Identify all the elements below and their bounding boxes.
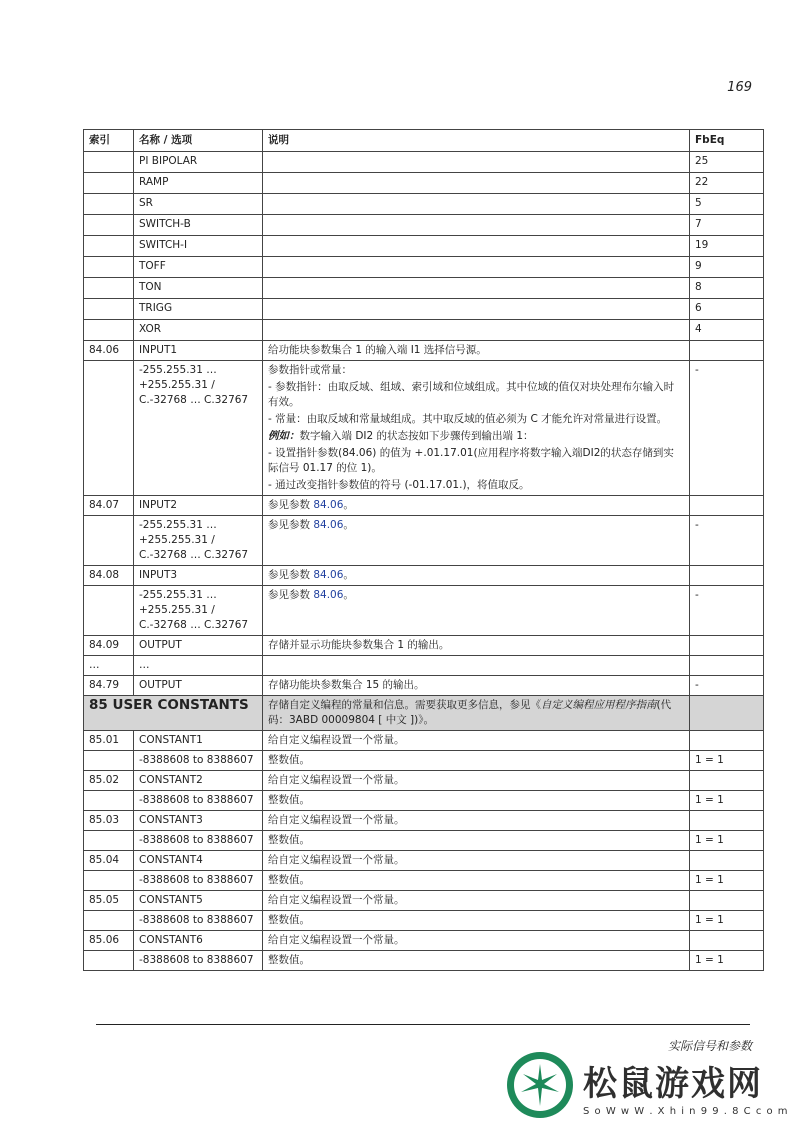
group-description: 存储自定义编程的常量和信息。需要获取更多信息，参见《自定义编程应用程序指南(代码：3ABD 00009804 [ 中文 ])》。 (263, 696, 690, 731)
detail-line: - 通过改变指针参数值的符号 (-01.17.01.)，将值取反。 (268, 479, 530, 491)
detail-line: 参数指针或常量： (268, 364, 352, 376)
option-name: SR (134, 194, 263, 215)
watermark (505, 1048, 790, 1128)
param-link[interactable]: 84.06 (313, 569, 344, 581)
param-description: 给自定义编程设置一个常量。 (263, 811, 690, 831)
param-fbeq: - (690, 361, 764, 496)
table-row (84, 341, 764, 361)
table-row (84, 215, 764, 236)
table-row (84, 911, 764, 931)
param-description: 参见参数 84.06。 (263, 496, 690, 516)
detail-line: - 设置指针参数(84.06) 的值为 +.01.17.01(应用程序将数字输入端DI2的状态存储到实际信号 01.17 的位 1)。 (268, 447, 674, 474)
param-range: -255.255.31 … +255.255.31 / C.-32768 … C.32767 (134, 586, 263, 636)
table-row (84, 257, 764, 278)
param-name: OUTPUT (134, 676, 263, 696)
table-row (84, 831, 764, 851)
table-row (84, 771, 764, 791)
option-name: PI BIPOLAR (134, 152, 263, 173)
table-row (84, 851, 764, 871)
parameter-table (83, 129, 764, 971)
table-row (84, 152, 764, 173)
footer-divider (96, 1024, 750, 1025)
param-index: 85.03 (84, 811, 134, 831)
param-range: -8388608 to 8388607 (134, 831, 263, 851)
param-detail: 整数值。 (263, 831, 690, 851)
table-row (84, 194, 764, 215)
table-row (84, 811, 764, 831)
param-description: 给自定义编程设置一个常量。 (263, 851, 690, 871)
param-detail: 参见参数 84.06。 (263, 516, 690, 566)
param-description: 给自定义编程设置一个常量。 (263, 931, 690, 951)
param-fbeq: 1 = 1 (690, 951, 764, 971)
example-label: 例如： (268, 430, 300, 442)
param-fbeq: - (690, 586, 764, 636)
param-link[interactable]: 84.06 (313, 519, 344, 531)
param-name: CONSTANT2 (134, 771, 263, 791)
table-row (84, 516, 764, 566)
watermark-logo-icon (505, 1050, 575, 1120)
param-range: -8388608 to 8388607 (134, 791, 263, 811)
param-index: 85.02 (84, 771, 134, 791)
param-name: INPUT1 (134, 341, 263, 361)
param-range: -8388608 to 8388607 (134, 911, 263, 931)
param-description: 给自定义编程设置一个常量。 (263, 891, 690, 911)
table-row (84, 278, 764, 299)
param-name: OUTPUT (134, 636, 263, 656)
param-detail: 整数值。 (263, 871, 690, 891)
page-number: 169 (727, 80, 752, 95)
param-index: 84.07 (84, 496, 134, 516)
param-detail: 整数值。 (263, 751, 690, 771)
param-index: 85.04 (84, 851, 134, 871)
param-fbeq: 1 = 1 (690, 791, 764, 811)
param-fbeq: 1 = 1 (690, 871, 764, 891)
param-name: INPUT2 (134, 496, 263, 516)
watermark-text: 松鼠游戏网 (583, 1064, 763, 1104)
param-name: CONSTANT6 (134, 931, 263, 951)
param-range: -8388608 to 8388607 (134, 951, 263, 971)
option-fbeq: 8 (690, 278, 764, 299)
table-row (84, 931, 764, 951)
table-row (84, 676, 764, 696)
option-fbeq: 19 (690, 236, 764, 257)
watermark-url: S o W w W . X h i n 9 9 . 8 C c o m (583, 1106, 789, 1117)
option-fbeq: 22 (690, 173, 764, 194)
table-row (84, 731, 764, 751)
param-detail: 整数值。 (263, 791, 690, 811)
param-detail: 参见参数 84.06。 (263, 586, 690, 636)
param-range: -8388608 to 8388607 (134, 751, 263, 771)
option-fbeq: 9 (690, 257, 764, 278)
table-row (84, 586, 764, 636)
table-row (84, 751, 764, 771)
table-row (84, 656, 764, 676)
param-fbeq: - (690, 516, 764, 566)
param-description: 参见参数 84.06。 (263, 566, 690, 586)
param-name: CONSTANT4 (134, 851, 263, 871)
param-index: 84.09 (84, 636, 134, 656)
param-range: -8388608 to 8388607 (134, 871, 263, 891)
detail-line: - 参数指针：由取反域、组域、索引域和位域组成。其中位域的值仅对块处理布尔输入时有效。 (268, 381, 675, 408)
param-description: 给功能块参数集合 1 的输入端 I1 选择信号源。 (263, 341, 690, 361)
table-row (84, 299, 764, 320)
ellipsis-name: … (134, 656, 263, 676)
footer-section-title: 实际信号和参数 (667, 1039, 752, 1053)
table-row (84, 891, 764, 911)
table-row (84, 496, 764, 516)
option-name: XOR (134, 320, 263, 341)
param-fbeq: 1 = 1 (690, 831, 764, 851)
param-detail: 整数值。 (263, 951, 690, 971)
param-index: 84.08 (84, 566, 134, 586)
param-index: 84.79 (84, 676, 134, 696)
option-name: TON (134, 278, 263, 299)
example-text: 数字输入端 DI2 的状态按如下步骤传到输出端 1： (299, 430, 534, 442)
param-detail (263, 361, 690, 496)
param-range: -255.255.31 … +255.255.31 / C.-32768 … C.32767 (134, 361, 263, 496)
header-fbeq: FbEq (690, 130, 764, 152)
table-row (84, 951, 764, 971)
param-description: 存储并显示功能块参数集合 1 的输出。 (263, 636, 690, 656)
option-name: TRIGG (134, 299, 263, 320)
table-row (84, 361, 764, 496)
option-fbeq: 25 (690, 152, 764, 173)
param-range: -255.255.31 … +255.255.31 / C.-32768 … C.32767 (134, 516, 263, 566)
ellipsis-index: … (84, 656, 134, 676)
param-description: 给自定义编程设置一个常量。 (263, 731, 690, 751)
table-header-row (84, 130, 764, 152)
table-row (84, 320, 764, 341)
option-fbeq: 7 (690, 215, 764, 236)
group-title: 85 USER CONSTANTS (84, 696, 263, 731)
table-row (84, 871, 764, 891)
table-row (84, 636, 764, 656)
header-name: 名称 / 选项 (134, 130, 263, 152)
header-description: 说明 (263, 130, 690, 152)
detail-line (268, 429, 684, 444)
param-link[interactable]: 84.06 (313, 499, 344, 511)
table-row (84, 236, 764, 257)
param-name: CONSTANT5 (134, 891, 263, 911)
param-fbeq: 1 = 1 (690, 911, 764, 931)
param-index: 85.06 (84, 931, 134, 951)
group-header-row (84, 696, 764, 731)
param-fbeq: 1 = 1 (690, 751, 764, 771)
option-name: SWITCH-I (134, 236, 263, 257)
param-name: CONSTANT3 (134, 811, 263, 831)
param-name: INPUT3 (134, 566, 263, 586)
table-row (84, 173, 764, 194)
param-index: 84.06 (84, 341, 134, 361)
param-index: 85.01 (84, 731, 134, 751)
table-row (84, 791, 764, 811)
option-fbeq: 5 (690, 194, 764, 215)
param-link[interactable]: 84.06 (313, 589, 344, 601)
param-index: 85.05 (84, 891, 134, 911)
option-name: RAMP (134, 173, 263, 194)
option-name: SWITCH-B (134, 215, 263, 236)
option-name: TOFF (134, 257, 263, 278)
param-name: CONSTANT1 (134, 731, 263, 751)
detail-line: - 常量：由取反域和常量域组成。其中取反域的值必须为 C 才能允许对常量进行设置。 (268, 413, 668, 425)
table-row (84, 566, 764, 586)
param-description: 给自定义编程设置一个常量。 (263, 771, 690, 791)
param-detail: 整数值。 (263, 911, 690, 931)
param-description: 存储功能块参数集合 15 的输出。 (263, 676, 690, 696)
header-index: 索引 (84, 130, 134, 152)
option-fbeq: 4 (690, 320, 764, 341)
param-fbeq: - (690, 676, 764, 696)
option-fbeq: 6 (690, 299, 764, 320)
